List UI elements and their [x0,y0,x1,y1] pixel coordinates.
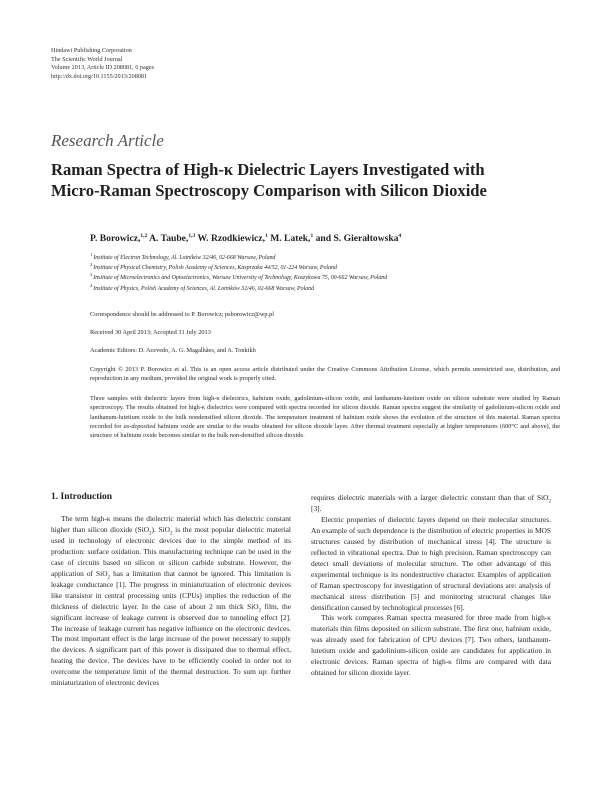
affiliation-text: Institute of Electron Technology, Al. Lotników 32/46, 02-668 Warsaw, Poland [93,255,276,261]
author-name: A. Taube, [149,233,189,244]
author-affiliation-mark: 4 [398,232,402,239]
text-run: The term high-κ means the dielectric material which has dielectric constant higher than silicon dioxide (SiO [51,514,291,534]
title-line-1: Raman Spectra of High-κ Dielectric Layers Investigated with [51,160,485,179]
abstract-text: Three samples with dielectric layers from high-κ dielectrics, hafnium oxide, gadolinium-silicon oxide, and lanthanum-lutetium oxide on silicon substrate were studied by Raman spectroscopy. The results obtained for high-κ dielectrics were compared with spectra recorded for silicon dioxide. Raman spectra suggest the similarity of gadolinium-silicon oxide and lanthanum-lutetium oxide to the bulk nondensified silicon dioxide. The temperature treatment of hafnium oxide shows the evolution of the structure of this material. Raman spectra recorded for [90,395,560,430]
subscript: 2 [149,531,152,537]
affiliation-number: 1 [90,252,93,258]
author-affiliation-mark: 1,3 [188,232,196,239]
author-name: and S. Gierałtowska [315,233,399,244]
subscript: 2 [107,575,111,581]
text-run: requires dielectric materials with a larger dielectric constant than that of SiO [311,493,549,502]
body-column-right [311,493,551,679]
affiliation-item [90,263,570,273]
paragraph: This work compares Raman spectra measured for three made from high-κ materials thin films deposited on silicon substrate. The first one, hafnium oxide, was already used for fabrication of CPU devices [7]. Two others, lanthanum-lutetium oxide and gadolinium-silicon oxide are candidates for application in electronic devices. Raman spectra of high-κ films are compared with data obtained for silicon dioxide layer. [311,613,551,678]
subscript: 2 [258,608,262,614]
abstract-italic-term: as-deposited [123,422,156,430]
publisher-line: Hindawi Publishing Corporation [51,47,132,54]
article-kind: Research Article [51,131,164,150]
paragraph: Electric properties of dielectric layers depend on their molecular structures. An example of such dependence is the distribution of electric properties in MOS structures caused by distribution of mechanical stress [4]. The structure is reflected in vibrational spectra. Due to high precision, Raman spectroscopy can detect small deviations of molecular structure. The other advantage of this experimental technique is its nondestructive character. Examples of application of Raman spectroscopy for investigation of structural deviations are: analysis of mechanical stress distribution [5] and monitoring structural changes like densification caused by technological processes [6]. [311,514,551,612]
affiliation-text: Institute of Physical Chemistry, Polish Academy of Sciences, Kasprzaka 44/52, 01-224 Warsaw, Poland [93,265,337,272]
title-line-2: Micro-Raman Spectroscopy Comparison with Silicon Dioxide [51,180,487,200]
affiliation-item [90,284,570,294]
affiliation-number: 3 [90,272,93,278]
copyright-notice: Copyright © 2013 P. Borowicz et al. This is an open access article distributed under the Creative Commons Attribution License, which permits unrestricted use, distribution, and reproduction in any medium, provided the original work is properly cited. [90,366,560,383]
dates-line: Received 30 April 2013; Accepted 31 July 2013 [90,329,211,336]
section-heading: 1. Introduction [51,492,113,502]
article-title [51,160,561,201]
text-run: [3]. [311,503,322,513]
affiliation-text: Institute of Microelectronics and Optoelectronics, Warsaw University of Technology, Koszykowa 75, 00-662 Warsaw, Poland [93,275,388,282]
affiliation-number: 2 [90,262,93,268]
affiliation-item [90,253,570,263]
text-run: film, the significant increase of leakage current is observed due to tunneling effect [2]. The increase of leakage current has negative influence on the electronic devices. The most important effect is the large increase of the power necessary to supply the devices. A significant part of this power is dissipated due to thermal effect, heating the device. The devices have to be efficiently cooled in order not to overcome the temperature limit of the thermal destruction. To sum up: further miniaturization of electronic devices [51,601,292,688]
abstract-text: hafnium oxide are similar to the results obtained for silicon dioxide layer. After thermal treatment especially at higher temperatures (600°C and above), the structure of hafnium oxide becomes similar to the bulk non-densified silicon dioxide. [90,422,560,440]
affiliation-item [90,273,570,283]
author-name: P. Borowicz, [90,233,141,244]
subscript: 2 [548,499,551,505]
text-run: has a limitation that cannot be ignored. This limitation is leakage conductance [1]. The progress in miniaturization of electronic devices like transistor in central processing units (CPUs) implies the reduction of the thickness of dielectric layer. In the case of about 2 nm thick SiO [51,568,291,611]
affiliation-text: Institute of Physics, Polish Academy of Sciences, Al. Lotników 32/46, 02-668 Warsaw, Poland [93,285,315,292]
paragraph [51,514,291,689]
text-run: is the most popular dielectric material used in technology of electronic devices due to the simple method of its production: surface oxidation. This manufacturing technique can be used in the case of circuits based on silicon or silicon carbide substrate. However, the application of SiO [51,524,291,578]
doi-link[interactable]: http://dx.doi.org/10.1155/2013/208081 [51,72,148,80]
author-list [90,233,560,244]
author-affiliation-mark: 1 [265,232,268,239]
author-affiliation-mark: 1,2 [140,232,148,239]
journal-header [51,47,154,81]
body-column-left [51,514,291,689]
text-run: ). SiO [151,524,170,534]
editors-line: Academic Editors: D. Acevedo, A. G. Magalhães, and A. Tonkikh [90,347,256,354]
abstract [90,394,560,440]
paragraph [311,493,551,515]
journal-name: The Scientific World Journal [51,55,123,63]
author-name: W. Rzodkiewicz, [197,233,266,244]
subscript: 2 [170,531,173,537]
correspondence-note: Correspondence should be addressed to P. Borowicz; psborowicz@wp.pl [90,311,274,318]
volume-line: Volume 2013, Article ID 208081, 6 pages [51,64,154,72]
affiliation-number: 4 [90,282,93,288]
author-affiliation-mark: 1 [310,232,314,239]
author-name: M. Latek, [270,233,311,244]
affiliation-list [90,253,570,294]
